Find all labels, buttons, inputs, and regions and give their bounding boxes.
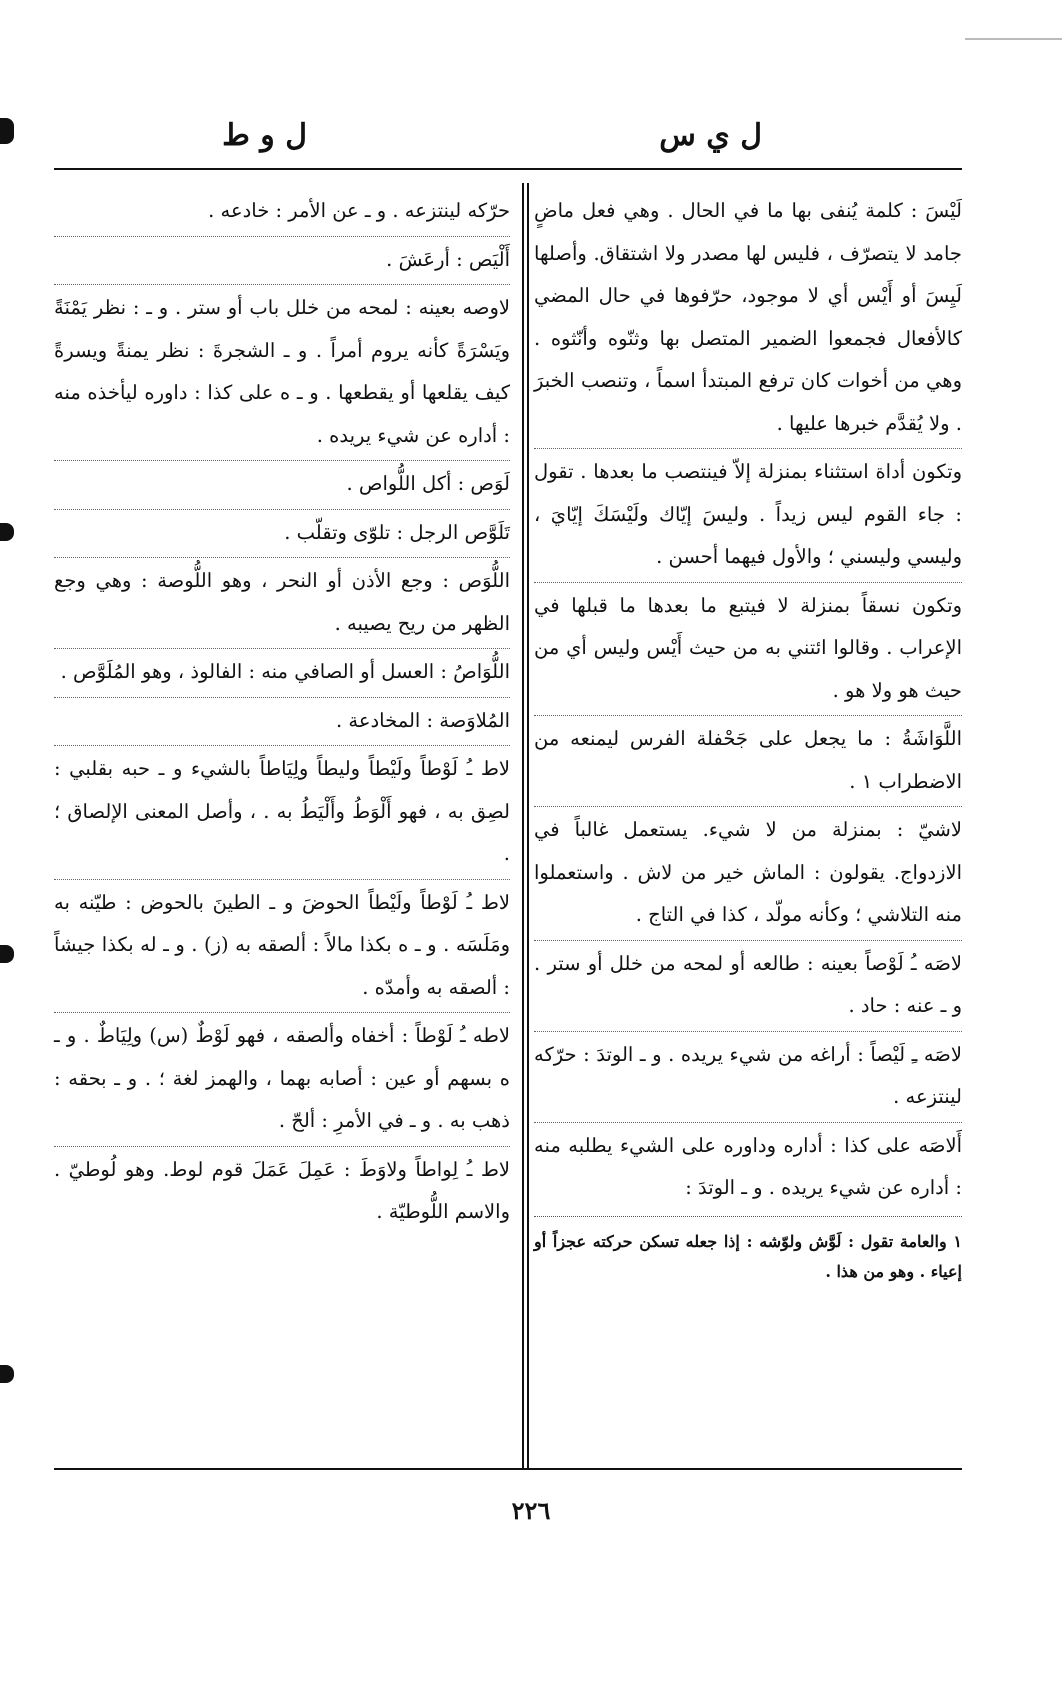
entry-laysa-istithna: وتكون أداة استثناء بمنزلة إلاّ فينتصب ما بعدها . تقول : جاء القوم ليس زيداً . وليسَ إيّاك ولَيْسَكَ إيّايَ ، وليسي وليسني ؛ والأول فيهما أحسن . — [534, 460, 962, 568]
entry-latahu: لاطه ـُ لَوْطاً : أخفاه وألصقه ، فهو لَوْطٌ (س) ولِيَاطٌ . و ـ ه بسهم أو عين : أصابه بهما ، والهمز لغة ؛ . و ـ بحقه : ذهب به . و ـ في الأمرِ : ألحّ . — [54, 1024, 510, 1132]
entry-lasahu-laysan: لاصَه ـِ لَيْصاً : أراغه من شيء يريده . و ـ الوتدَ : حرّكه لينتزعه . — [534, 1042, 962, 1108]
entry-separator — [534, 582, 962, 583]
entry-separator — [534, 1122, 962, 1123]
entry-continuation: حرّكه لينتزعه . و ـ عن الأمر : خادعه . — [208, 199, 510, 222]
entry-lashay: لاشيّ : بمنزلة من لا شيء. يستعمل غالباً في الازدواج. يقولون : الماش خير من لاش . واستعملوا منه التلاشي ؛ وكأنه مولّد ، كذا في التاج . — [534, 818, 962, 926]
footnote-separator — [534, 1216, 962, 1217]
right-column — [534, 190, 962, 1290]
entry-separator — [54, 557, 510, 558]
entry-separator — [54, 460, 510, 461]
entry-lasahu-lawsan: لاصَه ـُ لَوْصاً بعينه : طالعه أو لمحه من خلل أو ستر . و ـ عنه : حاد . — [534, 951, 962, 1017]
entry-allawasha: اللَّوَاشَةُ : ما يجعل على جَحْفلة الفرس ليمنعه من الاضطراب ١ . — [534, 727, 962, 793]
header-rule — [54, 168, 962, 170]
entry-separator — [54, 509, 510, 510]
entry-lata-lawtan: لاط ـُ لَوْطاً ولَيْطاً وليطاً ولِيَاطاً بالشيء و ـ حبه بقلبي : لصِق به ، فهو أَلْوَطُ وأَلْيَطُ به . ، وأصل المعنى الإلصاق ؛ . — [54, 757, 510, 865]
entry-allawasu: اللُّوَاصُ : العسل أو الصافي منه : الفالوذ ، وهو المُلَوَّص . — [60, 660, 510, 683]
left-column — [54, 190, 510, 1237]
entry-laysa-nasaq: وتكون نسقاً بمنزلة لا فيتبع ما بعدها ما قبلها في الإعراب . وقالوا ائتني به من حيث أَيْس وليس أي من حيث هو ولا هو . — [534, 593, 962, 702]
entry-laysa: لَيْسَ : كلمة يُنفى بها ما في الحال . وهي فعل ماضٍ جامد لا يتصرّف ، فليس لها مصدر ولا اشتقاق. وأصلها لَيِسَ أو أَيْس أي لا موجود، حرّفوها في حال المضي كالأفعال فجمعوا الضمير المتصل بها وثنّوه وأنّثوه . وهي من أخوات كان ترفع المبتدأ اسماً ، وتنصب الخبرَ . ولا يُقدَّم خبرها عليها . — [534, 199, 962, 435]
footnote: ١ والعامة تقول : لَوَّش ولوّشه : إذا جعله تسكن حركته عجزاً أو إعياء . وهو من هذا . — [534, 1231, 962, 1281]
entry-lawasahu: لاوصه بعينه : لمحه من خلل باب أو ستر . و ـ : نظر يَمْنَةً ويَسْرَةً كأنه يروم أمراً . و ـ الشجرةَ : نظر يمنةً ويسرةً كيف يقلعها أو يقطعها . و ـ ه على كذا : داوره ليأخذه منه : أداره عن شيء يريده . — [54, 296, 510, 447]
entry-separator — [534, 806, 962, 807]
entry-separator — [534, 940, 962, 941]
entry-separator — [54, 697, 510, 698]
entry-separator — [534, 715, 962, 716]
entry-alyasa: أَلْيَص : أرعَشَ . — [386, 247, 510, 271]
entry-separator — [54, 1012, 510, 1013]
entry-lata-liwatan: لاط ـُ لِواطاً ولاوَطَ : عَمِلَ عَمَلَ قوم لوط. وهو لُوطيّ . والاسم اللُّوطيّة . — [54, 1157, 510, 1223]
entry-lawas: لَوَص : أكل اللُّواص . — [346, 472, 510, 495]
entry-lata-alhawd: لاط ـُ لَوْطاً ولَيْطاً الحوضَ و ـ الطينَ بالحوض : طيّنه به ومَلَسَه . و ـ ه بكذا مالاً : ألصقه به (ز) . و ـ له بكذا جيشاً : ألصقه به وأمدّه . — [54, 890, 510, 999]
running-head-right: ل ي س — [659, 118, 762, 153]
running-head-left: ل و ط — [222, 118, 307, 153]
top-edge-rule — [965, 38, 1062, 40]
entry-separator — [54, 284, 510, 285]
edge-ink-mark — [0, 945, 14, 963]
edge-ink-mark — [0, 1365, 14, 1383]
edge-ink-mark — [0, 523, 14, 541]
entry-separator — [54, 648, 510, 649]
page-number: ٢٢٦ — [511, 1496, 551, 1525]
entry-allawas: اللُّوَص : وجع الأذن أو النحر ، وهو اللُّوصة : وهي وجع الظهر من ريح يصيبه . — [54, 569, 510, 635]
column-divider — [527, 183, 529, 1468]
entry-separator — [54, 879, 510, 880]
entry-talawwasa: تَلَوَّص الرجل : تلوّى وتقلّب . — [284, 520, 510, 544]
edge-ink-mark — [0, 118, 14, 144]
entry-almulawasa: المُلاوَصة : المخادعة . — [336, 708, 510, 732]
footer-rule — [54, 1468, 962, 1470]
entry-separator — [54, 236, 510, 237]
entry-separator — [54, 1146, 510, 1147]
entry-separator — [54, 745, 510, 746]
entry-alasahu: أَلاصَه على كذا : أداره وداوره على الشيء يطلبه منه : أداره عن شيء يريده . و ـ الوتدَ : — [534, 1133, 962, 1199]
entry-separator — [534, 1031, 962, 1032]
column-divider — [522, 183, 524, 1468]
entry-separator — [534, 448, 962, 449]
